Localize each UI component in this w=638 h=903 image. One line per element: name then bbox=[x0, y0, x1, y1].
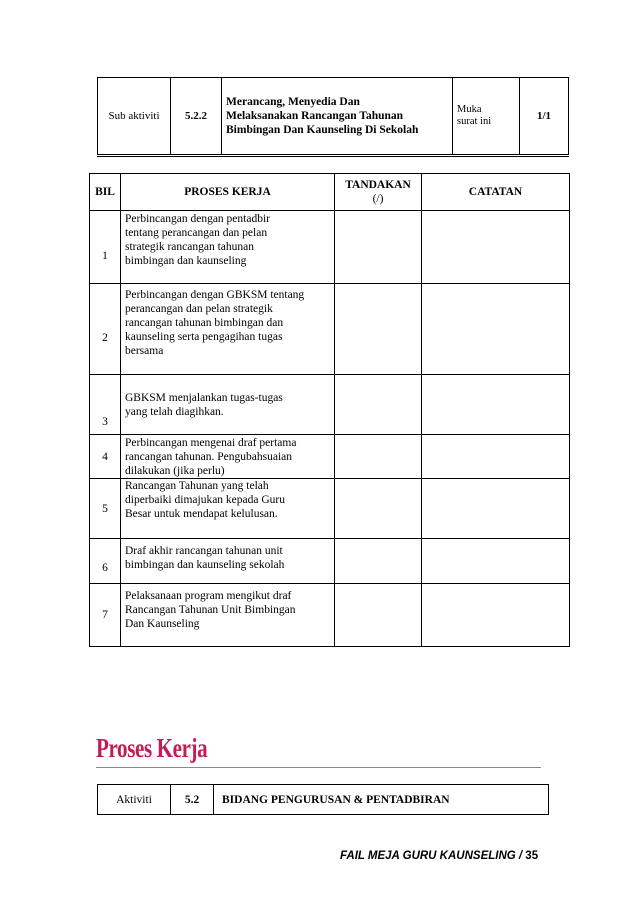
row-tandakan[interactable] bbox=[335, 211, 422, 284]
table-row bbox=[90, 584, 570, 647]
row-number: 6 bbox=[90, 539, 121, 584]
row-process: Perbincangan dengan GBKSM tentang perancangan dan pelan strategik rancangan tahunan bimbingan dan kaunseling serta pengagihan tugas bersama bbox=[121, 284, 335, 375]
page-footer bbox=[340, 850, 538, 862]
row-process: Pelaksanaan program mengikut draf Rancangan Tahunan Unit Bimbingan Dan Kaunseling bbox=[121, 584, 335, 647]
row-process: Rancangan Tahunan yang telah diperbaiki dimajukan kepada Guru Besar untuk mendapat kelulusan. bbox=[121, 479, 335, 539]
row-number: 7 bbox=[90, 584, 121, 647]
header-proses-kerja: PROSES KERJA bbox=[121, 174, 335, 211]
activity-title: BIDANG PENGURUSAN & PENTADBIRAN bbox=[214, 785, 549, 815]
sub-activity-code: 5.2.2 bbox=[171, 78, 222, 156]
activity-code: 5.2 bbox=[171, 785, 214, 815]
table-row bbox=[90, 211, 570, 284]
table-row bbox=[90, 539, 570, 584]
row-tandakan[interactable] bbox=[335, 539, 422, 584]
table-row bbox=[90, 284, 570, 375]
sub-activity-label: Sub aktiviti bbox=[98, 78, 171, 156]
row-catatan[interactable] bbox=[422, 584, 570, 647]
row-tandakan[interactable] bbox=[335, 479, 422, 539]
header-bil: BIL bbox=[90, 174, 121, 211]
table-header-row bbox=[90, 174, 570, 211]
row-process: Perbincangan dengan pentadbir tentang perancangan dan pelan strategik rancangan tahunan bimbingan dan kaunseling bbox=[121, 211, 335, 284]
footer-text: FAIL MEJA GURU KAUNSELING / bbox=[340, 850, 526, 862]
row-number: 4 bbox=[90, 435, 121, 479]
sub-activity-title: Merancang, Menyedia Dan Melaksanakan Rancangan Tahunan Bimbingan Dan Kaunseling Di Sekolah bbox=[222, 78, 453, 156]
row-number: 3 bbox=[90, 375, 121, 435]
row-catatan[interactable] bbox=[422, 211, 570, 284]
table-row bbox=[90, 479, 570, 539]
header-table bbox=[97, 77, 569, 157]
process-table bbox=[89, 173, 570, 647]
row-tandakan[interactable] bbox=[335, 435, 422, 479]
page-label: Muka surat ini bbox=[453, 78, 520, 156]
table-row bbox=[90, 435, 570, 479]
activity-label: Aktiviti bbox=[98, 785, 171, 815]
row-catatan[interactable] bbox=[422, 479, 570, 539]
row-number: 1 bbox=[90, 211, 121, 284]
page-value: 1/1 bbox=[520, 78, 569, 156]
row-tandakan[interactable] bbox=[335, 375, 422, 435]
row-number: 5 bbox=[90, 479, 121, 539]
row-catatan[interactable] bbox=[422, 435, 570, 479]
row-process: Perbincangan mengenai draf pertama rancangan tahunan. Pengubahsuaian dilakukan (jika perlu) bbox=[121, 435, 335, 479]
activity-table bbox=[97, 784, 549, 815]
row-number: 2 bbox=[90, 284, 121, 375]
footer-page-number: 35 bbox=[525, 850, 539, 862]
row-catatan[interactable] bbox=[422, 539, 570, 584]
section-title: Proses Kerja bbox=[96, 733, 208, 763]
header-tandakan: TANDAKAN (/) bbox=[335, 174, 422, 211]
row-process: Draf akhir rancangan tahunan unit bimbingan dan kaunseling sekolah bbox=[121, 539, 335, 584]
title-divider bbox=[96, 767, 541, 768]
row-tandakan[interactable] bbox=[335, 284, 422, 375]
row-process: GBKSM menjalankan tugas-tugas yang telah diagihkan. bbox=[121, 375, 335, 435]
table-row bbox=[90, 375, 570, 435]
row-tandakan[interactable] bbox=[335, 584, 422, 647]
row-catatan[interactable] bbox=[422, 284, 570, 375]
row-catatan[interactable] bbox=[422, 375, 570, 435]
header-catatan: CATATAN bbox=[422, 174, 570, 211]
